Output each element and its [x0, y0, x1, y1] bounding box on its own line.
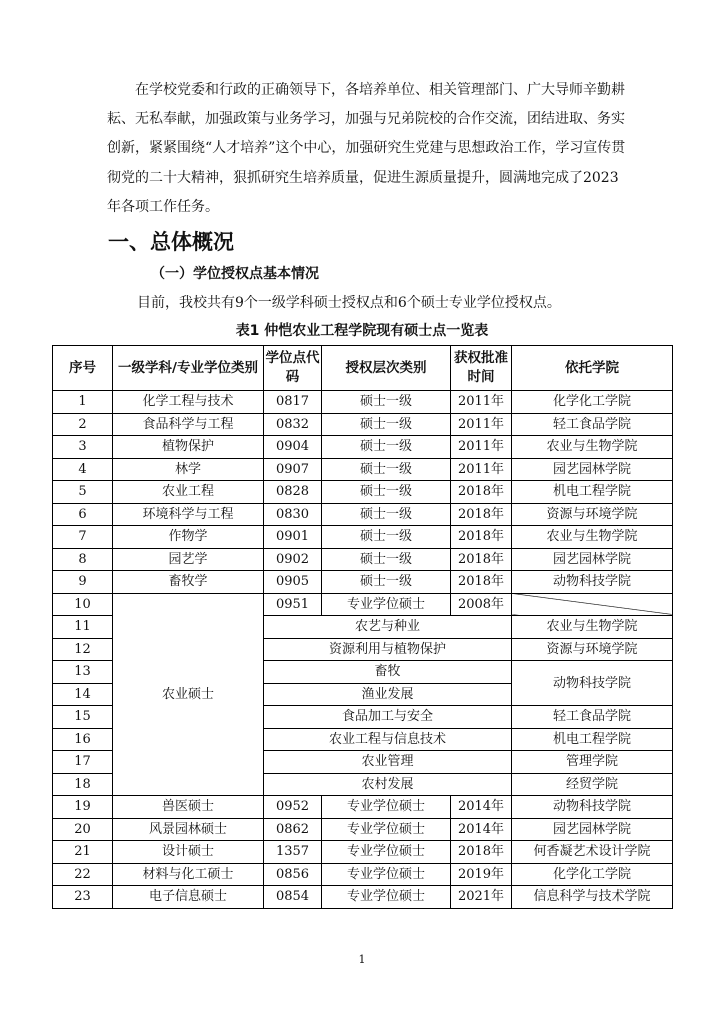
row-year: 2018年: [451, 526, 512, 549]
row-code: 0856: [264, 863, 322, 886]
row-no: 17: [53, 751, 113, 774]
subsection-heading: （一）学位授权点基本情况: [151, 266, 319, 282]
field-name: 农村发展: [264, 773, 512, 796]
row-college: 动物科技学院: [512, 661, 673, 706]
row-level: 硕士一级: [322, 571, 451, 594]
header-no: 序号: [53, 346, 113, 391]
summary-text: 目前，我校共有9个一级学科硕士授权点和6个硕士专业学位授权点。: [137, 295, 561, 311]
table-row: [53, 886, 673, 909]
row-discipline: 设计硕士: [113, 841, 264, 864]
field-name: 资源利用与植物保护: [264, 638, 512, 661]
row-discipline: 食品科学与工程: [113, 413, 264, 436]
row-no: 21: [53, 841, 113, 864]
row-no: 15: [53, 706, 113, 729]
row-no: 23: [53, 886, 113, 909]
row-year: 2011年: [451, 458, 512, 481]
row-level: 硕士一级: [322, 458, 451, 481]
table-caption: 表1 仲恺农业工程学院现有硕士点一览表: [235, 323, 489, 339]
row-discipline: 化学工程与技术: [113, 391, 264, 414]
row-discipline: 畜牧学: [113, 571, 264, 594]
row-year: 2018年: [451, 481, 512, 504]
row-college: 化学化工学院: [512, 863, 673, 886]
row-no: 8: [53, 548, 113, 571]
table-row: [53, 526, 673, 549]
row-discipline: 兽医硕士: [113, 796, 264, 819]
row-college: 动物科技学院: [512, 571, 673, 594]
field-name: 畜牧: [264, 661, 512, 684]
field-name: 农艺与种业: [264, 616, 512, 639]
row-college: 管理学院: [512, 751, 673, 774]
row-no: 6: [53, 503, 113, 526]
row-college: 信息科学与技术学院: [512, 886, 673, 909]
row-code: 0902: [264, 548, 322, 571]
table-row: [53, 413, 673, 436]
row-level: 专业学位硕士: [322, 886, 451, 909]
page-number: 1: [358, 953, 366, 966]
row-no: 9: [53, 571, 113, 594]
row-no: 20: [53, 818, 113, 841]
header-college: 依托学院: [512, 346, 673, 391]
row-no: 16: [53, 728, 113, 751]
row-level: 硕士一级: [322, 436, 451, 459]
row-discipline: 环境科学与工程: [113, 503, 264, 526]
row-level: 硕士一级: [322, 503, 451, 526]
row-college: 轻工食品学院: [512, 706, 673, 729]
row-discipline: 林学: [113, 458, 264, 481]
table-header-row: [53, 346, 673, 391]
row-year: 2008年: [451, 593, 512, 616]
row-discipline: 电子信息硕士: [113, 886, 264, 909]
row-year: 2014年: [451, 818, 512, 841]
diagonal-cell: [512, 593, 673, 616]
row-code: 0904: [264, 436, 322, 459]
row-college: 资源与环境学院: [512, 503, 673, 526]
row-college: 农业与生物学院: [512, 526, 673, 549]
row-code: 0817: [264, 391, 322, 414]
agri-master-label: 农业硕士: [113, 593, 264, 796]
row-no: 2: [53, 413, 113, 436]
row-no: 4: [53, 458, 113, 481]
row-code: 0952: [264, 796, 322, 819]
row-no: 18: [53, 773, 113, 796]
row-discipline: 风景园林硕士: [113, 818, 264, 841]
row-no: 3: [53, 436, 113, 459]
row-college: 化学化工学院: [512, 391, 673, 414]
row-code: 1357: [264, 841, 322, 864]
table-row: [53, 436, 673, 459]
row-level: 专业学位硕士: [322, 818, 451, 841]
row-no: 1: [53, 391, 113, 414]
row-college: 园艺园林学院: [512, 818, 673, 841]
row-no: 19: [53, 796, 113, 819]
row-no: 11: [53, 616, 113, 639]
table-row: [53, 391, 673, 414]
row-year: 2018年: [451, 548, 512, 571]
table-row: [53, 818, 673, 841]
row-code: 0854: [264, 886, 322, 909]
row-no: 22: [53, 863, 113, 886]
row-discipline: 材料与化工硕士: [113, 863, 264, 886]
row-code: 0901: [264, 526, 322, 549]
field-name: 农业管理: [264, 751, 512, 774]
table-row: [53, 796, 673, 819]
row-year: 2019年: [451, 863, 512, 886]
field-name: 农业工程与信息技术: [264, 728, 512, 751]
row-level: 硕士一级: [322, 481, 451, 504]
row-discipline: 植物保护: [113, 436, 264, 459]
table-row: [53, 863, 673, 886]
row-year: 2014年: [451, 796, 512, 819]
row-year: 2011年: [451, 391, 512, 414]
row-discipline: 作物学: [113, 526, 264, 549]
row-discipline: 园艺学: [113, 548, 264, 571]
field-name: 食品加工与安全: [264, 706, 512, 729]
row-college: 农业与生物学院: [512, 436, 673, 459]
row-no: 7: [53, 526, 113, 549]
row-code: 0907: [264, 458, 322, 481]
row-college: 园艺园林学院: [512, 548, 673, 571]
row-code: 0828: [264, 481, 322, 504]
row-no: 13: [53, 661, 113, 684]
row-year: 2011年: [451, 413, 512, 436]
table-row: [53, 593, 673, 616]
table-row: [53, 841, 673, 864]
header-discipline: 一级学科/专业学位类别: [113, 346, 264, 391]
table-row: [53, 571, 673, 594]
row-code: 0862: [264, 818, 322, 841]
row-level: 硕士一级: [322, 413, 451, 436]
row-college: 经贸学院: [512, 773, 673, 796]
row-level: 专业学位硕士: [322, 841, 451, 864]
row-level: 专业学位硕士: [322, 593, 451, 616]
row-year: 2018年: [451, 841, 512, 864]
row-college: 机电工程学院: [512, 481, 673, 504]
intro-paragraph: 在学校党委和行政的正确领导下，各培养单位、相关管理部门、广大导师辛勤耕耘、无私奉献，加强政策与业务学习，加强与兄弟院校的合作交流，团结进取、务实创新，紧紧围绕“人才培养”这个中心，加强研究生党建与思想政治工作，学习宣传贯彻党的二十大精神，狠抓研究生培养质量，促进生源质量提升，圆满地完成了2023年各项工作任务。: [107, 82, 626, 215]
row-level: 专业学位硕士: [322, 863, 451, 886]
row-code: 0830: [264, 503, 322, 526]
row-code: 0951: [264, 593, 322, 616]
table-row: [53, 458, 673, 481]
row-no: 5: [53, 481, 113, 504]
row-level: 硕士一级: [322, 391, 451, 414]
row-year: 2018年: [451, 571, 512, 594]
header-code: 学位点代码: [264, 346, 322, 391]
table-row: [53, 481, 673, 504]
row-year: 2018年: [451, 503, 512, 526]
section-heading: 一、总体概况: [108, 230, 234, 254]
row-college: 机电工程学院: [512, 728, 673, 751]
row-code: 0832: [264, 413, 322, 436]
degree-table: [52, 345, 673, 909]
row-no: 14: [53, 683, 113, 706]
row-level: 硕士一级: [322, 548, 451, 571]
table-row: [53, 548, 673, 571]
row-discipline: 农业工程: [113, 481, 264, 504]
row-level: 硕士一级: [322, 526, 451, 549]
row-no: 12: [53, 638, 113, 661]
row-college: 农业与生物学院: [512, 616, 673, 639]
row-college: 轻工食品学院: [512, 413, 673, 436]
table-row: [53, 503, 673, 526]
row-college: 资源与环境学院: [512, 638, 673, 661]
row-college: 动物科技学院: [512, 796, 673, 819]
header-level: 授权层次类别: [322, 346, 451, 391]
field-name: 渔业发展: [264, 683, 512, 706]
row-level: 专业学位硕士: [322, 796, 451, 819]
row-no: 10: [53, 593, 113, 616]
row-code: 0905: [264, 571, 322, 594]
row-college: 何香凝艺术设计学院: [512, 841, 673, 864]
row-year: 2021年: [451, 886, 512, 909]
row-year: 2011年: [451, 436, 512, 459]
header-approval-time: 获权批准时间: [451, 346, 512, 391]
row-college: 园艺园林学院: [512, 458, 673, 481]
